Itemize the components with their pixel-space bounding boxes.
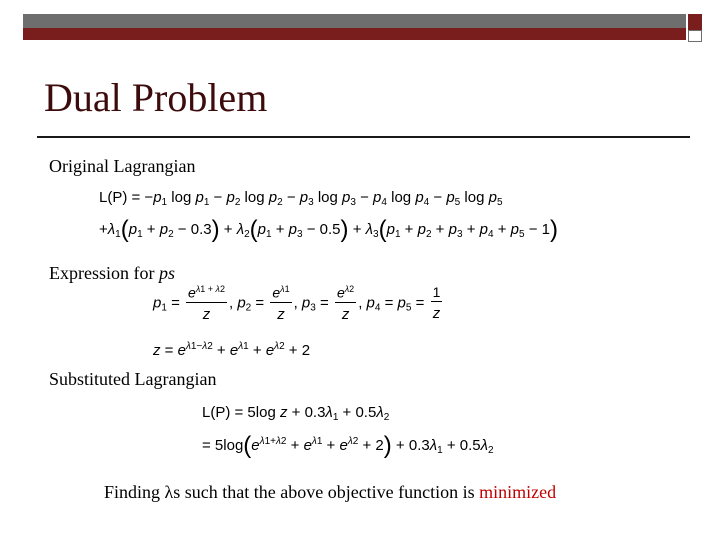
partition-function-z: $z = e^{\lambda 1-\lambda 2} + e^{\lambda 1} + e^{\lambda 2} + 2$ <box>153 341 311 359</box>
substituted-equation-line-2: = $5\log(e^{\lambda 1+\lambda 2} + e^{\lambda 1} + e^{\lambda 2} + 2) + 0.3\lambda_1 + 0.5\lambda_2$ <box>202 432 494 459</box>
template-accent-bar <box>23 28 686 40</box>
expression-label: Expression for ps <box>49 263 175 283</box>
slide-title: Dual Problem <box>44 75 268 120</box>
title-divider <box>37 136 690 138</box>
probability-expressions: $p_1$ = $\frac{e^{\lambda 1 + \lambda 2}}{z}$ , $p_2$ = $\frac{e^{\lambda 1}}{z}$ , $p_3$ = $\frac{e^{\lambda 2}}{z}$ , $p_4 = p_5$ = $\frac{1}{z}$ <box>153 284 441 323</box>
lagrangian-equation-line-1: $L(P) = -p_1$ $\log p_1 - p_2$ $\log p_2 - p_3$ $\log p_3 - p_4$ $\log p_4 - p_5$ $\log p_5$ <box>99 189 503 208</box>
template-corner-box <box>688 30 702 42</box>
substituted-equation-line-1: L(P) = 5log $z + 0.3\lambda_1 + 0.5\lambda_2$ <box>202 404 390 423</box>
substituted-lagrangian-label: Substituted Lagrangian <box>49 369 217 389</box>
lagrangian-equation-line-2: $+\lambda_1(p_1 + p_2 - 0.3) + \lambda_2(p_1 + p_3 - 0.5) + \lambda_3(p_1 + p_2 + p_3 + p_4 + p_5 - 1)$ <box>99 216 558 243</box>
highlighted-word: minimized <box>479 482 557 502</box>
original-lagrangian-label: Original Lagrangian <box>49 156 196 176</box>
footer-statement: Finding λs such that the above objective function is minimized <box>104 482 557 502</box>
template-corner-square <box>688 14 702 30</box>
template-top-bar <box>23 14 686 28</box>
